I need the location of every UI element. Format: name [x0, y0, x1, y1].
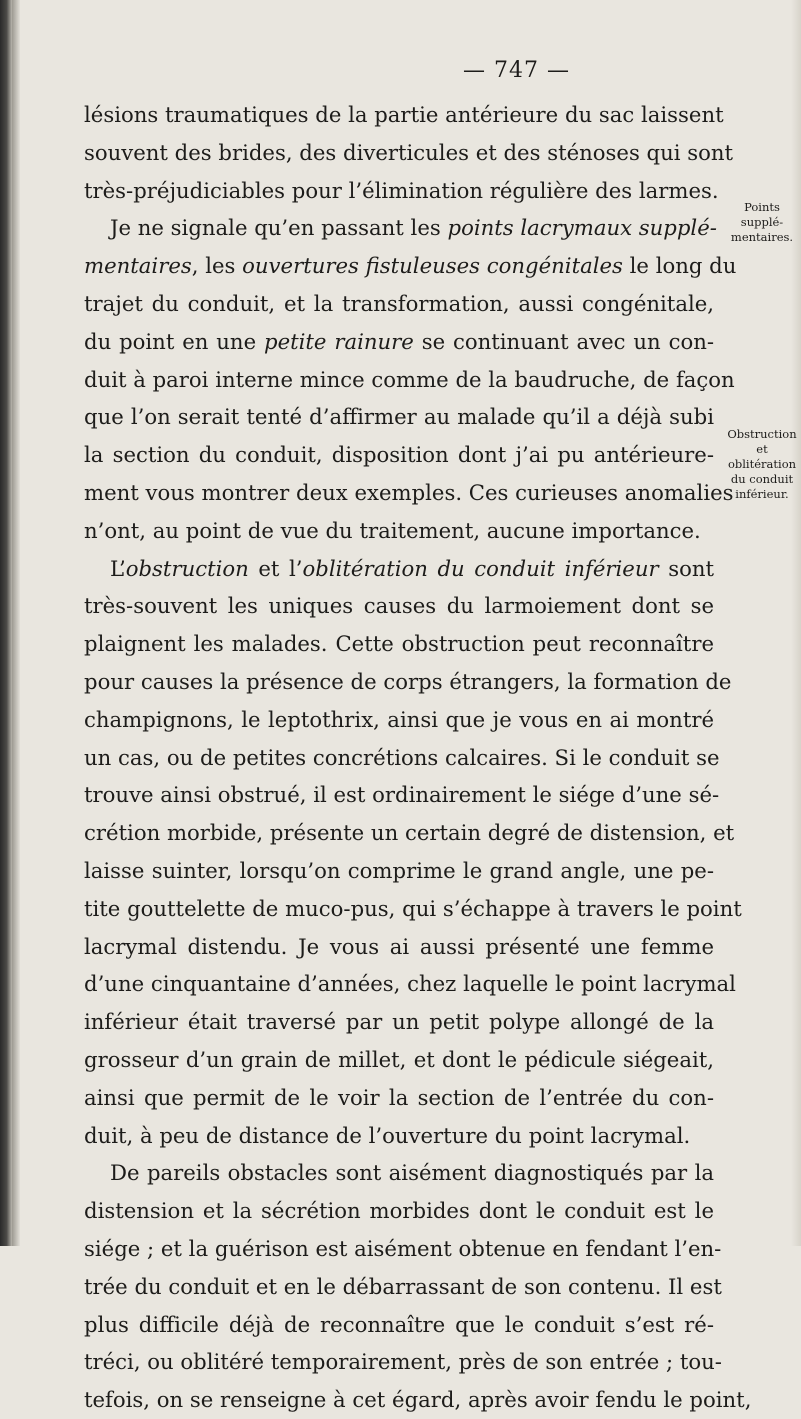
text-line: crétion morbide, présente un certain degré de distension, et [84, 820, 735, 846]
text-line: L’obstruction et l’oblitération du conduit inférieur sont [110, 555, 714, 581]
text-line: Je ne signale qu’en passant les points lacrymaux supplé- [110, 215, 717, 241]
book-spine-shadow [0, 0, 12, 1246]
text-line: du point en une petite rainure se continuant avec un con- [84, 328, 714, 354]
text-line: lacrymal distendu. Je vous ai aussi présenté une femme [84, 933, 714, 959]
text-line: tefois, on se renseigne à cet égard, après avoir fendu le point, [84, 1387, 752, 1413]
body-text [84, 96, 752, 1419]
page-number: — 747 — [463, 58, 570, 83]
text-line: laisse suinter, lorsqu’on comprime le grand angle, une pe- [84, 857, 714, 883]
italic-term: points lacrymaux supplé- [447, 215, 717, 241]
text-line: plus difficile déjà de reconnaître que le conduit s’est ré- [84, 1311, 714, 1337]
book-gutter [12, 0, 20, 1246]
text-line: pour causes la présence de corps étrangers, la formation de [84, 668, 732, 694]
text-line: tite gouttelette de muco-pus, qui s’échappe à travers le point [84, 895, 742, 921]
text-line: mentaires, les ouvertures fistuleuses congénitales le long du [84, 253, 737, 279]
italic-term: obstruction [125, 555, 249, 581]
text-line: très-souvent les uniques causes du larmoiement dont se [84, 593, 714, 619]
page-edge [791, 0, 801, 1246]
text-line: tréci, ou oblitéré temporairement, près de son entrée ; tou- [84, 1349, 722, 1375]
text-line: plaignent les malades. Cette obstruction peut reconnaître [84, 631, 714, 657]
italic-term: mentaires [84, 253, 192, 279]
text-line: très-préjudiciables pour l’élimination régulière des larmes. [84, 177, 719, 203]
italic-term: ouvertures fistuleuses congénitales [242, 253, 623, 279]
text-line: trée du conduit et en le débarrassant de son contenu. Il est [84, 1273, 722, 1299]
text-line: duit, à peu de distance de l’ouverture du point lacrymal. [84, 1122, 691, 1148]
text-line: un cas, ou de petites concrétions calcaires. Si le conduit se [84, 744, 720, 770]
italic-term: petite rainure [264, 328, 414, 354]
text-line: lésions traumatiques de la partie antérieure du sac laissent [84, 102, 724, 127]
text-line: siége ; et la guérison est aisément obtenue en fendant l’en- [84, 1235, 722, 1261]
text-line: la section du conduit, disposition dont j’ai pu antérieure- [84, 442, 714, 468]
text-line: d’une cinquantaine d’années, chez laquelle le point lacrymal [84, 971, 736, 997]
italic-term: oblitération du conduit inférieur [302, 555, 659, 581]
text-line: duit à paroi interne mince comme de la baudruche, de façon [84, 366, 735, 392]
margin-note-points-supplementaires: Points supplé- mentaires. [730, 200, 794, 244]
text-line: De pareils obstacles sont aisément diagnostiqués par la [110, 1160, 714, 1186]
text-line: ment vous montrer deux exemples. Ces curieuses anomalies [84, 479, 734, 505]
text-line: grosseur d’un grain de millet, et dont le pédicule siégeait, [84, 1046, 714, 1072]
text-line: inférieur était traversé par un petit polype allongé de la [84, 1009, 714, 1035]
margin-note-obstruction: Obstruction et oblitération du conduit inférieur. [727, 427, 797, 501]
text-line: distension et la sécrétion morbides dont le conduit est le [84, 1198, 714, 1224]
text-line: trouve ainsi obstrué, il est ordinairement le siége d’une sé- [84, 782, 720, 808]
text-line: champignons, le leptothrix, ainsi que je vous en ai montré [84, 706, 714, 732]
text-line: souvent des brides, des diverticules et des sténoses qui sont [84, 139, 734, 165]
text-line: ainsi que permit de le voir la section de l’entrée du con- [84, 1084, 714, 1110]
text-line: n’ont, au point de vue du traitement, aucune importance. [84, 517, 701, 543]
text-line: trajet du conduit, et la transformation, aussi congénitale, [84, 290, 714, 316]
text-line: que l’on serait tenté d’affirmer au malade qu’il a déjà subi [84, 404, 714, 430]
